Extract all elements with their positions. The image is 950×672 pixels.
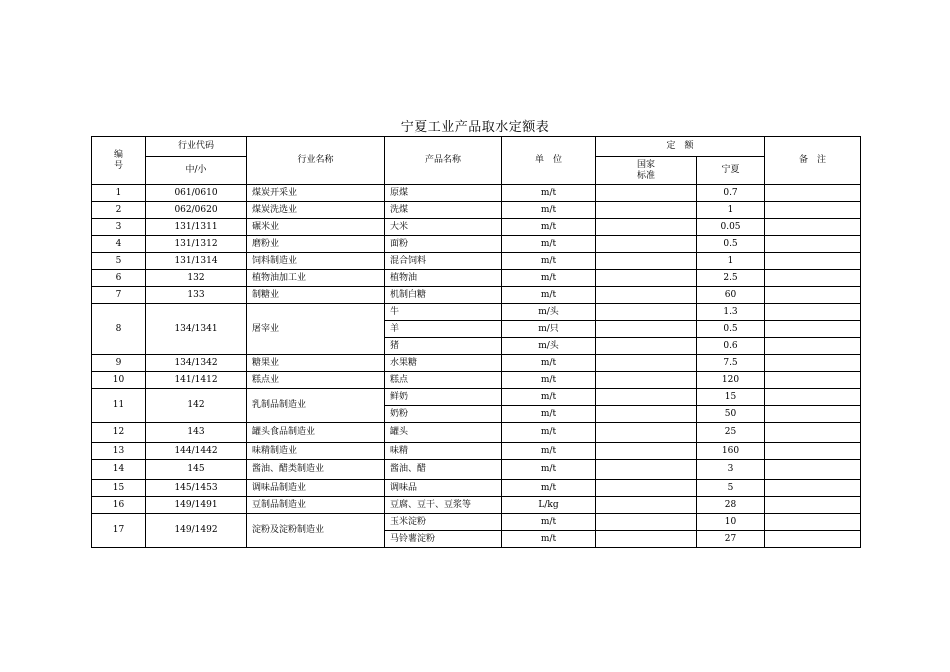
cell-unit: m/t — [502, 185, 596, 202]
cell-industry-code: 142 — [146, 389, 247, 423]
header-national-standard: 国家 标准 — [596, 157, 697, 185]
table-row — [92, 460, 861, 480]
cell-industry-code: 145 — [146, 460, 247, 480]
cell-unit: m/t — [502, 372, 596, 389]
cell-product-name: 罐头 — [385, 423, 502, 443]
header-serial: 编 号 — [92, 137, 146, 185]
header-product-name: 产品名称 — [385, 137, 502, 185]
cell-serial: 14 — [92, 460, 146, 480]
cell-industry-name: 味精制造业 — [247, 443, 385, 460]
cell-national — [596, 287, 697, 304]
cell-industry-code: 131/1312 — [146, 236, 247, 253]
cell-serial: 2 — [92, 202, 146, 219]
cell-ningxia: 0.5 — [697, 236, 765, 253]
cell-ningxia: 27 — [697, 531, 765, 548]
cell-industry-code: 134/1342 — [146, 355, 247, 372]
cell-product-name: 原煤 — [385, 185, 502, 202]
table-row — [92, 480, 861, 497]
cell-national — [596, 389, 697, 406]
cell-national — [596, 321, 697, 338]
cell-national — [596, 423, 697, 443]
cell-ningxia: 1 — [697, 253, 765, 270]
cell-serial: 17 — [92, 514, 146, 548]
cell-ningxia: 7.5 — [697, 355, 765, 372]
cell-ningxia: 25 — [697, 423, 765, 443]
cell-remark — [765, 338, 861, 355]
cell-remark — [765, 372, 861, 389]
cell-ningxia: 10 — [697, 514, 765, 531]
cell-unit: m/t — [502, 355, 596, 372]
cell-ningxia: 3 — [697, 460, 765, 480]
cell-unit: m/t — [502, 253, 596, 270]
cell-remark — [765, 443, 861, 460]
cell-ningxia: 2.5 — [697, 270, 765, 287]
table-row — [92, 497, 861, 514]
cell-industry-name: 植物油加工业 — [247, 270, 385, 287]
cell-serial: 1 — [92, 185, 146, 202]
cell-ningxia: 0.7 — [697, 185, 765, 202]
cell-national — [596, 514, 697, 531]
table-row — [92, 253, 861, 270]
cell-unit: m/t — [502, 236, 596, 253]
cell-unit: m/只 — [502, 321, 596, 338]
cell-remark — [765, 219, 861, 236]
cell-product-name: 马铃薯淀粉 — [385, 531, 502, 548]
cell-industry-name: 糖果业 — [247, 355, 385, 372]
cell-national — [596, 236, 697, 253]
cell-product-name: 混合饲料 — [385, 253, 502, 270]
cell-product-name: 面粉 — [385, 236, 502, 253]
cell-industry-name: 碾米业 — [247, 219, 385, 236]
cell-serial: 5 — [92, 253, 146, 270]
cell-remark — [765, 480, 861, 497]
cell-product-name: 洗煤 — [385, 202, 502, 219]
cell-unit: m/t — [502, 460, 596, 480]
cell-industry-code: 131/1314 — [146, 253, 247, 270]
cell-remark — [765, 202, 861, 219]
table-row — [92, 219, 861, 236]
cell-unit: m/t — [502, 480, 596, 497]
cell-unit: m/t — [502, 219, 596, 236]
cell-ningxia: 0.5 — [697, 321, 765, 338]
cell-national — [596, 304, 697, 321]
cell-national — [596, 338, 697, 355]
cell-remark — [765, 497, 861, 514]
cell-unit: L/kg — [502, 497, 596, 514]
table-row — [92, 236, 861, 253]
cell-serial: 15 — [92, 480, 146, 497]
cell-unit: m/头 — [502, 338, 596, 355]
cell-industry-name: 淀粉及淀粉制造业 — [247, 514, 385, 548]
cell-industry-name: 煤炭开采业 — [247, 185, 385, 202]
cell-product-name: 豆腐、豆干、豆浆等 — [385, 497, 502, 514]
cell-industry-name: 煤炭洗选业 — [247, 202, 385, 219]
cell-serial: 10 — [92, 372, 146, 389]
cell-remark — [765, 236, 861, 253]
cell-national — [596, 531, 697, 548]
cell-national — [596, 406, 697, 423]
cell-remark — [765, 253, 861, 270]
cell-product-name: 机制白糖 — [385, 287, 502, 304]
cell-product-name: 牛 — [385, 304, 502, 321]
table-title: 宁夏工业产品取水定额表 — [400, 120, 550, 135]
header-industry-name: 行业名称 — [247, 137, 385, 185]
cell-remark — [765, 270, 861, 287]
cell-unit: m/t — [502, 270, 596, 287]
cell-unit: m/t — [502, 531, 596, 548]
cell-industry-name: 乳制品制造业 — [247, 389, 385, 423]
cell-remark — [765, 460, 861, 480]
cell-national — [596, 202, 697, 219]
cell-serial: 9 — [92, 355, 146, 372]
cell-industry-name: 罐头食品制造业 — [247, 423, 385, 443]
cell-ningxia: 1 — [697, 202, 765, 219]
cell-remark — [765, 514, 861, 531]
cell-national — [596, 219, 697, 236]
cell-national — [596, 480, 697, 497]
header-row-1 — [92, 137, 861, 157]
cell-serial: 7 — [92, 287, 146, 304]
cell-serial: 16 — [92, 497, 146, 514]
cell-industry-code: 062/0620 — [146, 202, 247, 219]
cell-unit: m/t — [502, 389, 596, 406]
cell-industry-code: 141/1412 — [146, 372, 247, 389]
header-unit: 单 位 — [502, 137, 596, 185]
table-row — [92, 287, 861, 304]
cell-remark — [765, 406, 861, 423]
cell-ningxia: 28 — [697, 497, 765, 514]
cell-product-name: 酱油、醋 — [385, 460, 502, 480]
cell-product-name: 水果糖 — [385, 355, 502, 372]
cell-product-name: 鲜奶 — [385, 389, 502, 406]
cell-industry-name: 屠宰业 — [247, 304, 385, 355]
cell-industry-name: 酱油、醋类制造业 — [247, 460, 385, 480]
header-code-sub: 中/小 — [146, 157, 247, 185]
cell-remark — [765, 389, 861, 406]
cell-ningxia: 1.3 — [697, 304, 765, 321]
table-row — [92, 514, 861, 531]
cell-ningxia: 0.6 — [697, 338, 765, 355]
cell-national — [596, 253, 697, 270]
cell-national — [596, 355, 697, 372]
cell-ningxia: 50 — [697, 406, 765, 423]
cell-remark — [765, 355, 861, 372]
cell-industry-name: 豆制品制造业 — [247, 497, 385, 514]
cell-product-name: 调味品 — [385, 480, 502, 497]
cell-remark — [765, 287, 861, 304]
cell-serial: 11 — [92, 389, 146, 423]
table-row — [92, 389, 861, 406]
cell-industry-code: 144/1442 — [146, 443, 247, 460]
cell-industry-code: 143 — [146, 423, 247, 443]
cell-product-name: 羊 — [385, 321, 502, 338]
cell-product-name: 糕点 — [385, 372, 502, 389]
table-row — [92, 270, 861, 287]
cell-unit: m/t — [502, 202, 596, 219]
header-quota: 定 额 — [596, 137, 765, 157]
cell-serial: 8 — [92, 304, 146, 355]
cell-remark — [765, 531, 861, 548]
cell-industry-code: 134/1341 — [146, 304, 247, 355]
cell-industry-code: 131/1311 — [146, 219, 247, 236]
cell-industry-code: 132 — [146, 270, 247, 287]
cell-remark — [765, 423, 861, 443]
water-quota-table — [91, 136, 861, 548]
cell-industry-name: 饲料制造业 — [247, 253, 385, 270]
cell-industry-name: 调味品制造业 — [247, 480, 385, 497]
cell-serial: 4 — [92, 236, 146, 253]
table-row — [92, 355, 861, 372]
table-row — [92, 372, 861, 389]
cell-unit: m/t — [502, 423, 596, 443]
cell-ningxia: 0.05 — [697, 219, 765, 236]
cell-serial: 3 — [92, 219, 146, 236]
cell-unit: m/头 — [502, 304, 596, 321]
cell-remark — [765, 304, 861, 321]
cell-unit: m/t — [502, 443, 596, 460]
cell-serial: 6 — [92, 270, 146, 287]
cell-product-name: 玉米淀粉 — [385, 514, 502, 531]
cell-industry-code: 061/0610 — [146, 185, 247, 202]
cell-unit: m/t — [502, 406, 596, 423]
cell-national — [596, 270, 697, 287]
table-row — [92, 202, 861, 219]
cell-remark — [765, 185, 861, 202]
cell-national — [596, 497, 697, 514]
cell-industry-code: 133 — [146, 287, 247, 304]
cell-ningxia: 60 — [697, 287, 765, 304]
cell-serial: 12 — [92, 423, 146, 443]
cell-product-name: 植物油 — [385, 270, 502, 287]
cell-product-name: 奶粉 — [385, 406, 502, 423]
cell-ningxia: 160 — [697, 443, 765, 460]
cell-industry-code: 149/1491 — [146, 497, 247, 514]
cell-industry-name: 糕点业 — [247, 372, 385, 389]
cell-unit: m/t — [502, 514, 596, 531]
cell-industry-name: 磨粉业 — [247, 236, 385, 253]
cell-unit: m/t — [502, 287, 596, 304]
header-remark: 备 注 — [765, 137, 861, 185]
cell-industry-code: 149/1492 — [146, 514, 247, 548]
cell-national — [596, 372, 697, 389]
cell-industry-name: 制糖业 — [247, 287, 385, 304]
cell-remark — [765, 321, 861, 338]
cell-ningxia: 120 — [697, 372, 765, 389]
cell-national — [596, 185, 697, 202]
header-industry-code: 行业代码 — [146, 137, 247, 157]
cell-product-name: 大米 — [385, 219, 502, 236]
header-ningxia: 宁夏 — [697, 157, 765, 185]
cell-product-name: 猪 — [385, 338, 502, 355]
table-row — [92, 423, 861, 443]
cell-serial: 13 — [92, 443, 146, 460]
table-row — [92, 185, 861, 202]
cell-industry-code: 145/1453 — [146, 480, 247, 497]
table-row — [92, 304, 861, 321]
table-row — [92, 443, 861, 460]
cell-national — [596, 460, 697, 480]
cell-ningxia: 15 — [697, 389, 765, 406]
cell-ningxia: 5 — [697, 480, 765, 497]
cell-product-name: 味精 — [385, 443, 502, 460]
cell-national — [596, 443, 697, 460]
